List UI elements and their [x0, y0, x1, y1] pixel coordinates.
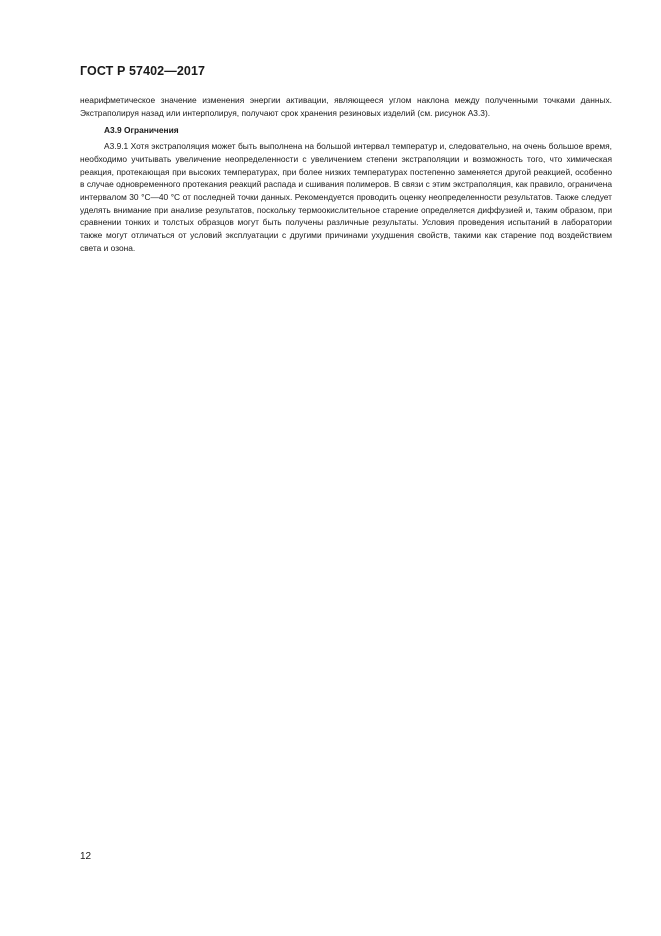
- section-heading: А3.9 Ограничения: [104, 125, 179, 136]
- continuation-paragraph: неарифметическое значение изменения энергии активации, являющееся углом наклона между полученными точками данных. Экстраполируя назад или интерполируя, получают срок хранения резиновых изделий (см. рисунок А3.3).: [80, 95, 612, 118]
- page-number: 12: [80, 851, 92, 862]
- document-header: ГОСТ Р 57402—2017: [80, 64, 206, 78]
- page-content: [80, 94, 612, 254]
- section-paragraph: А3.9.1 Хотя экстраполяция может быть выполнена на большой интервал температур и, следовательно, на очень большое время, необходимо учитывать увеличение неопределенности с увеличением степени экстраполяции и возможность того, что химическая реакция, протекающая при высоких температурах, при более низких температурах постепенно заменяется другой реакцией, особенно в случае одновременного протекания реакций распада и сшивания полимеров. В связи с этим экстраполяция, как правило, ограничена интервалом 30 °С—40 °С от последней точки данных. Рекомендуется проводить оценку неопределенности результатов. Также следует уделять внимание при анализе результатов, поскольку термоокислительное старение определяется диффузией и, таким образом, при сравнении тонких и толстых образцов могут быть получены различные результаты. Условия проведения испытаний в лаборатории также могут отличаться от условий эксплуатации с другими причинами ухудшения свойств, такими как старение под воздействием света и озона.: [80, 141, 612, 253]
